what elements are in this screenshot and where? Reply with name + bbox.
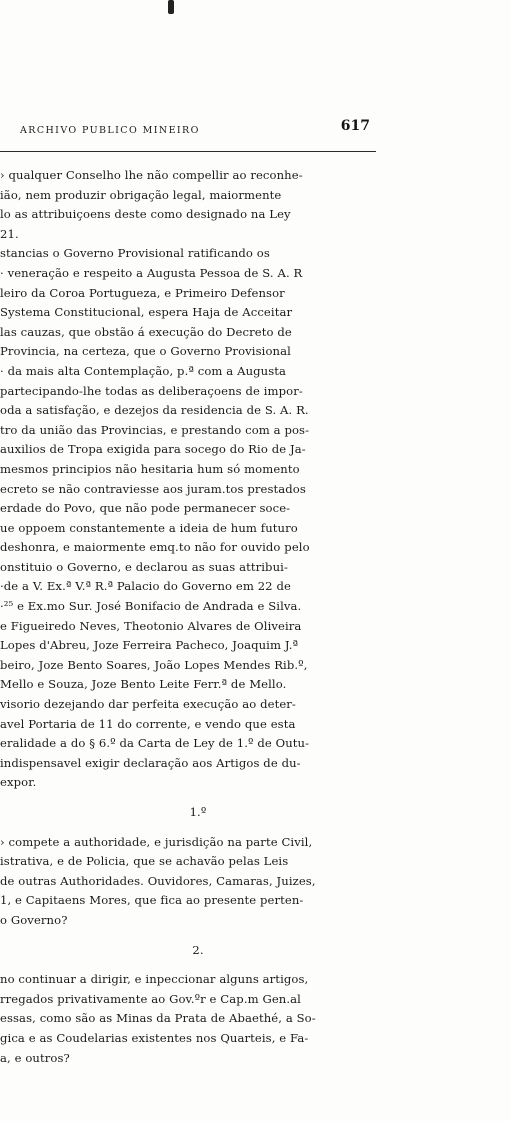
text-line: ·²⁵ e Ex.mo Sur. José Bonifacio de Andrada e Silva. xyxy=(0,599,302,614)
section-number-2: 2. xyxy=(192,942,204,957)
text-line: o Governo? xyxy=(0,912,68,927)
header-rule xyxy=(0,151,376,152)
text-line: leiro da Coroa Portugueza, e Primeiro Defensor xyxy=(0,285,285,300)
text-line: de outras Authoridades. Ouvidores, Camaras, Juizes, xyxy=(0,873,316,888)
text-line: e Figueiredo Neves, Theotonio Alvares de Oliveira xyxy=(0,618,302,633)
text-line: ião, nem produzir obrigação legal, maiormente xyxy=(0,187,282,202)
text-line: essas, como são as Minas da Prata de Abaethé, a So- xyxy=(0,1011,316,1026)
text-line: › qualquer Conselho lhe não compellir ao reconhe- xyxy=(0,168,303,182)
text-line: rregados privativamente ao Gov.ºr e Cap.m Gen.al xyxy=(0,991,301,1006)
text-line: mesmos principios não hesitaria hum só momento xyxy=(0,461,300,476)
section-number-1: 1.º xyxy=(189,805,207,819)
text-line: erdade do Povo, que não pode permanecer soce- xyxy=(0,501,291,516)
text-line: gica e as Coudelarias existentes nos Quarteis, e Fa- xyxy=(0,1030,309,1045)
text-line: 1, e Capitaens Mores, que fica ao presente perten- xyxy=(0,893,304,908)
text-line: Mello e Souza, Joze Bento Leite Ferr.ª de Mello. xyxy=(0,677,287,692)
page-header xyxy=(20,118,376,140)
text-line: indispensavel exigir declaração aos Artigos de du- xyxy=(0,755,301,770)
text-line: ·de a V. Ex.ª V.ª R.ª Palacio do Governo em 22 de xyxy=(0,579,291,594)
text-line: a, e outros? xyxy=(0,1050,70,1065)
text-line: las cauzas, que obstão á execução do Decreto de xyxy=(0,324,292,339)
text-line: ue oppoem constantemente a ideia de hum futuro xyxy=(0,520,298,535)
text-line: Lopes d'Abreu, Joze Ferreira Pacheco, Joaquim J.ª xyxy=(0,638,299,653)
text-line: avel Portaria de 11 do corrente, e vendo que esta xyxy=(0,716,296,731)
running-head: ARCHIVO PUBLICO MINEIRO xyxy=(20,125,200,136)
text-line: oda a satisfação, e dezejos da residencia de S. A. R. xyxy=(0,403,309,418)
text-line: tro da união das Provincias, e prestando com a pos- xyxy=(0,422,310,437)
paragraph-group-a xyxy=(0,166,378,793)
text-line: eralidade a do § 6.º da Carta de Ley de 1.º de Outu- xyxy=(0,736,310,751)
text-line: › compete a authoridade, e jurisdição na parte Civil, xyxy=(0,834,313,849)
text-line: partecipando-lhe todas as deliberaçoens de impor- xyxy=(0,383,303,398)
text-line: istrativa, e de Policia, que se achavão pelas Leis xyxy=(0,854,289,869)
text-line: onstituio o Governo, e declarou as suas attribui- xyxy=(0,559,288,574)
text-line: stancias o Governo Provisional ratificando os xyxy=(0,246,270,261)
text-line: beiro, Joze Bento Soares, João Lopes Mendes Rib.º, xyxy=(0,657,308,672)
paragraph-group-b xyxy=(0,833,378,931)
text-line: visorio dezejando dar perfeita execução ao deter- xyxy=(0,697,296,712)
text-line: Provincia, na certeza, que o Governo Provisional xyxy=(0,344,291,359)
text-line: expor. xyxy=(0,775,37,790)
text-line: ecreto se não contraviesse aos juram.tos prestados xyxy=(0,481,306,496)
body-text xyxy=(0,166,378,1068)
text-line: no continuar a dirigir, e inpeccionar alguns artigos, xyxy=(0,972,309,987)
text-line: lo as attribuiçoens deste como designado na Ley xyxy=(0,207,291,222)
scan-speck xyxy=(168,0,174,14)
text-line: Systema Constitucional, espera Haja de Acceitar xyxy=(0,305,293,320)
page-number: 617 xyxy=(340,118,370,134)
text-line: · veneração e respeito a Augusta Pessoa de S. A. R xyxy=(0,265,303,280)
text-line: deshonra, e maiormente emq.to não for ouvido pelo xyxy=(0,540,310,555)
paragraph-group-c xyxy=(0,970,378,1068)
text-line: · da mais alta Contemplação, p.ª com a Augusta xyxy=(0,363,287,378)
text-line: auxilios de Tropa exigida para socego do Rio de Ja- xyxy=(0,442,306,457)
text-line: 21. xyxy=(0,226,19,241)
